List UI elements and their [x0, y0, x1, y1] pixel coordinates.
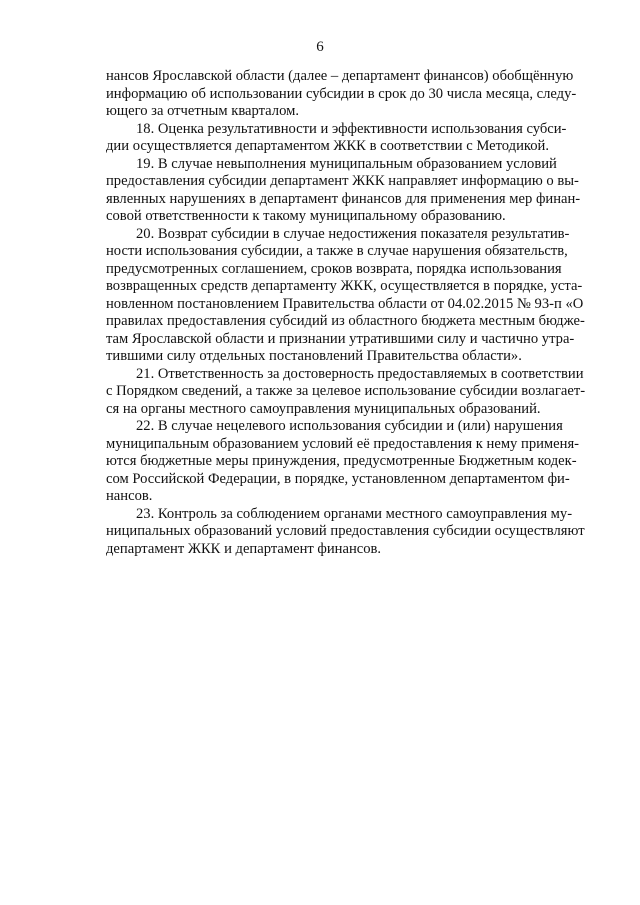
paragraph-19	[106, 155, 581, 226]
text-line: информацию об использовании субсидии в срок до 30 числа месяца, следу-	[106, 85, 577, 102]
text-line: там Ярославской области и признании утратившими силу и частично утра-	[106, 330, 575, 347]
page-number: 6	[316, 39, 324, 55]
text-line: дии осуществляется департаментом ЖКК в соответствии с Методикой.	[106, 138, 549, 154]
text-line: ются бюджетные меры принуждения, предусмотренные Бюджетным кодек-	[106, 453, 577, 469]
text-line: правилах предоставления субсидий из областного бюджета местным бюдже-	[106, 313, 585, 329]
paragraph-intro	[106, 68, 577, 121]
text-line: возвращенных средств департаменту ЖКК, осуществляется в порядке, уста-	[106, 278, 583, 294]
text-line: ющего за отчетным кварталом.	[106, 103, 299, 119]
text-line: 19. В случае невыполнения муниципальным образованием условий	[136, 155, 557, 172]
text-line: сом Российской Федерации, в порядке, установленном департаментом фи-	[106, 470, 570, 487]
text-line: ся на органы местного самоуправления муниципальных образований.	[106, 400, 541, 417]
text-line: муниципальным образованием условий её предоставления к нему применя-	[106, 435, 580, 452]
text-line: нансов.	[106, 488, 153, 504]
text-line: предусмотренных соглашением, сроков возврата, порядка использования	[106, 260, 562, 277]
paragraph-22	[106, 418, 580, 506]
text-line: 18. Оценка результативности и эффективности использования субси-	[136, 120, 567, 137]
text-line: с Порядком сведений, а также за целевое использование субсидии возлагает-	[106, 383, 586, 399]
text-line: предоставления субсидии департамент ЖКК направляет информацию о вы-	[106, 173, 579, 189]
text-line: нансов Ярославской области (далее – департамент финансов) обобщённую	[106, 68, 574, 84]
text-line: 22. В случае нецелевого использования субсидии и (или) нарушения	[136, 418, 563, 434]
document-body	[106, 68, 586, 558]
text-line: ниципальных образований условий предоставления субсидии осуществляют	[106, 523, 585, 539]
text-line: 21. Ответственность за достоверность предоставляемых в соответствии	[136, 365, 584, 382]
text-line: департамент ЖКК и департамент финансов.	[106, 540, 382, 557]
text-line: ности использования субсидии, а также в случае нарушения обязательств,	[106, 243, 568, 259]
paragraph-20	[106, 225, 585, 366]
paragraph-21	[106, 365, 586, 419]
paragraph-23	[106, 505, 585, 559]
text-line: тившими силу отдельных постановлений Правительства области».	[106, 348, 522, 364]
text-line: новленном постановлением Правительства области от 04.02.2015 № 93-п «О	[106, 295, 584, 312]
paragraph-18	[106, 120, 567, 156]
text-line: совой ответственности к такому муниципальному образованию.	[106, 208, 506, 224]
text-line: 20. Возврат субсидии в случае недостижения показателя результатив-	[136, 225, 570, 242]
text-line: явленных нарушениях в департамент финансов для применения мер финан-	[106, 190, 581, 207]
text-line: 23. Контроль за соблюдением органами местного самоуправления му-	[136, 505, 573, 522]
